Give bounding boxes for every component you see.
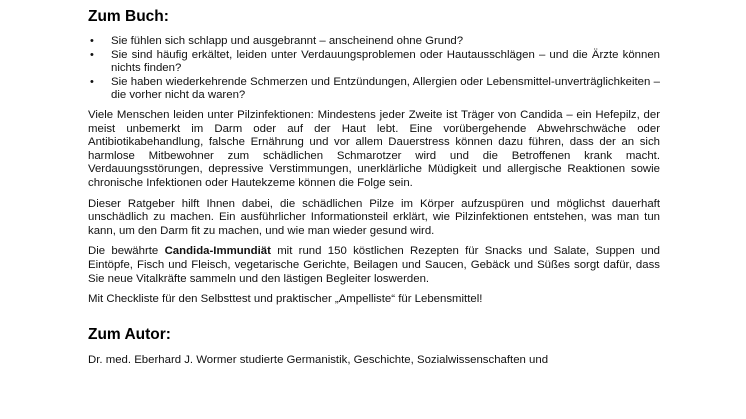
bullet-icon: •	[90, 48, 94, 61]
list-item	[88, 49, 660, 76]
list-item	[88, 35, 660, 49]
list-item	[88, 76, 660, 103]
document-page	[88, 0, 660, 367]
checklist-paragraph: Mit Checkliste für den Selbsttest und praktischer „Ampelliste“ für Lebensmittel!	[88, 293, 483, 306]
guide-paragraph: Dieser Ratgeber hilft Ihnen dabei, die schädlichen Pilze im Körper aufzuspüren und möglichst dauerhaft unschädlich zu machen. Ein ausführlicher Informationsteil erklärt, wie Pilzinfektionen entstehen, was man tun kann, um den Darm fit zu machen, und wie man wieder gesund wird.	[88, 197, 660, 237]
intro-paragraph: Viele Menschen leiden unter Pilzinfektionen: Mindestens jeder Zweite ist Träger von Candida – ein Hefepilz, der meist unbemerkt im Darm oder auf der Haut lebt. Eine vorübergehende Abwehrschwäche oder Antibiotikabehandlung, falsche Ernährung und vor allem Dauerstress können dazu führen, dass der an sich harmlose Mitbewohner zum schädlichen Schmarotzer wird und die Betroffenen krank macht. Verdauungsstörungen, depressive Verstimmungen, unerklärliche Müdigkeit und allergische Reaktionen sowie chronische Infektionen oder Hautekzeme können die Folge sein.	[88, 108, 660, 189]
diet-paragraph	[88, 245, 660, 286]
bullet-icon: •	[90, 35, 94, 47]
bullet-text: Sie sind häufig erkältet, leiden unter Verdauungsproblemen oder Hautausschlägen – und die Ärzte können nichts finden?	[111, 48, 660, 75]
author-section-heading: Zum Autor:	[88, 325, 171, 343]
book-section-heading: Zum Buch:	[88, 8, 169, 25]
bullet-text: Sie haben wiederkehrende Schmerzen und Entzündungen, Allergien oder Lebensmittel-unverträglichkeiten – die vorher nicht da waren?	[111, 75, 660, 102]
author-paragraph: Dr. med. Eberhard J. Wormer studierte Germanistik, Geschichte, Sozialwissenschaften und	[88, 353, 549, 366]
bullet-text: Sie fühlen sich schlapp und ausgebrannt – anscheinend ohne Grund?	[111, 35, 464, 47]
diet-paragraph-rest: mit rund 150 köstlichen Rezepten für Snacks und Salate, Suppen und Eintöpfe, Fisch und Fleisch, vegetarische Gerichte, Beilagen und Saucen, Gebäck und Süßes sorgt dafür, dass Sie neue Vitalkräfte sammeln und den lästigen Begleiter loswerden.	[88, 245, 660, 285]
diet-paragraph-lead: Die bewährte	[88, 245, 165, 258]
symptom-bullet-list	[88, 35, 660, 103]
candida-diet-emphasis: Candida-Immundiät	[164, 245, 271, 258]
bullet-icon: •	[90, 75, 94, 88]
